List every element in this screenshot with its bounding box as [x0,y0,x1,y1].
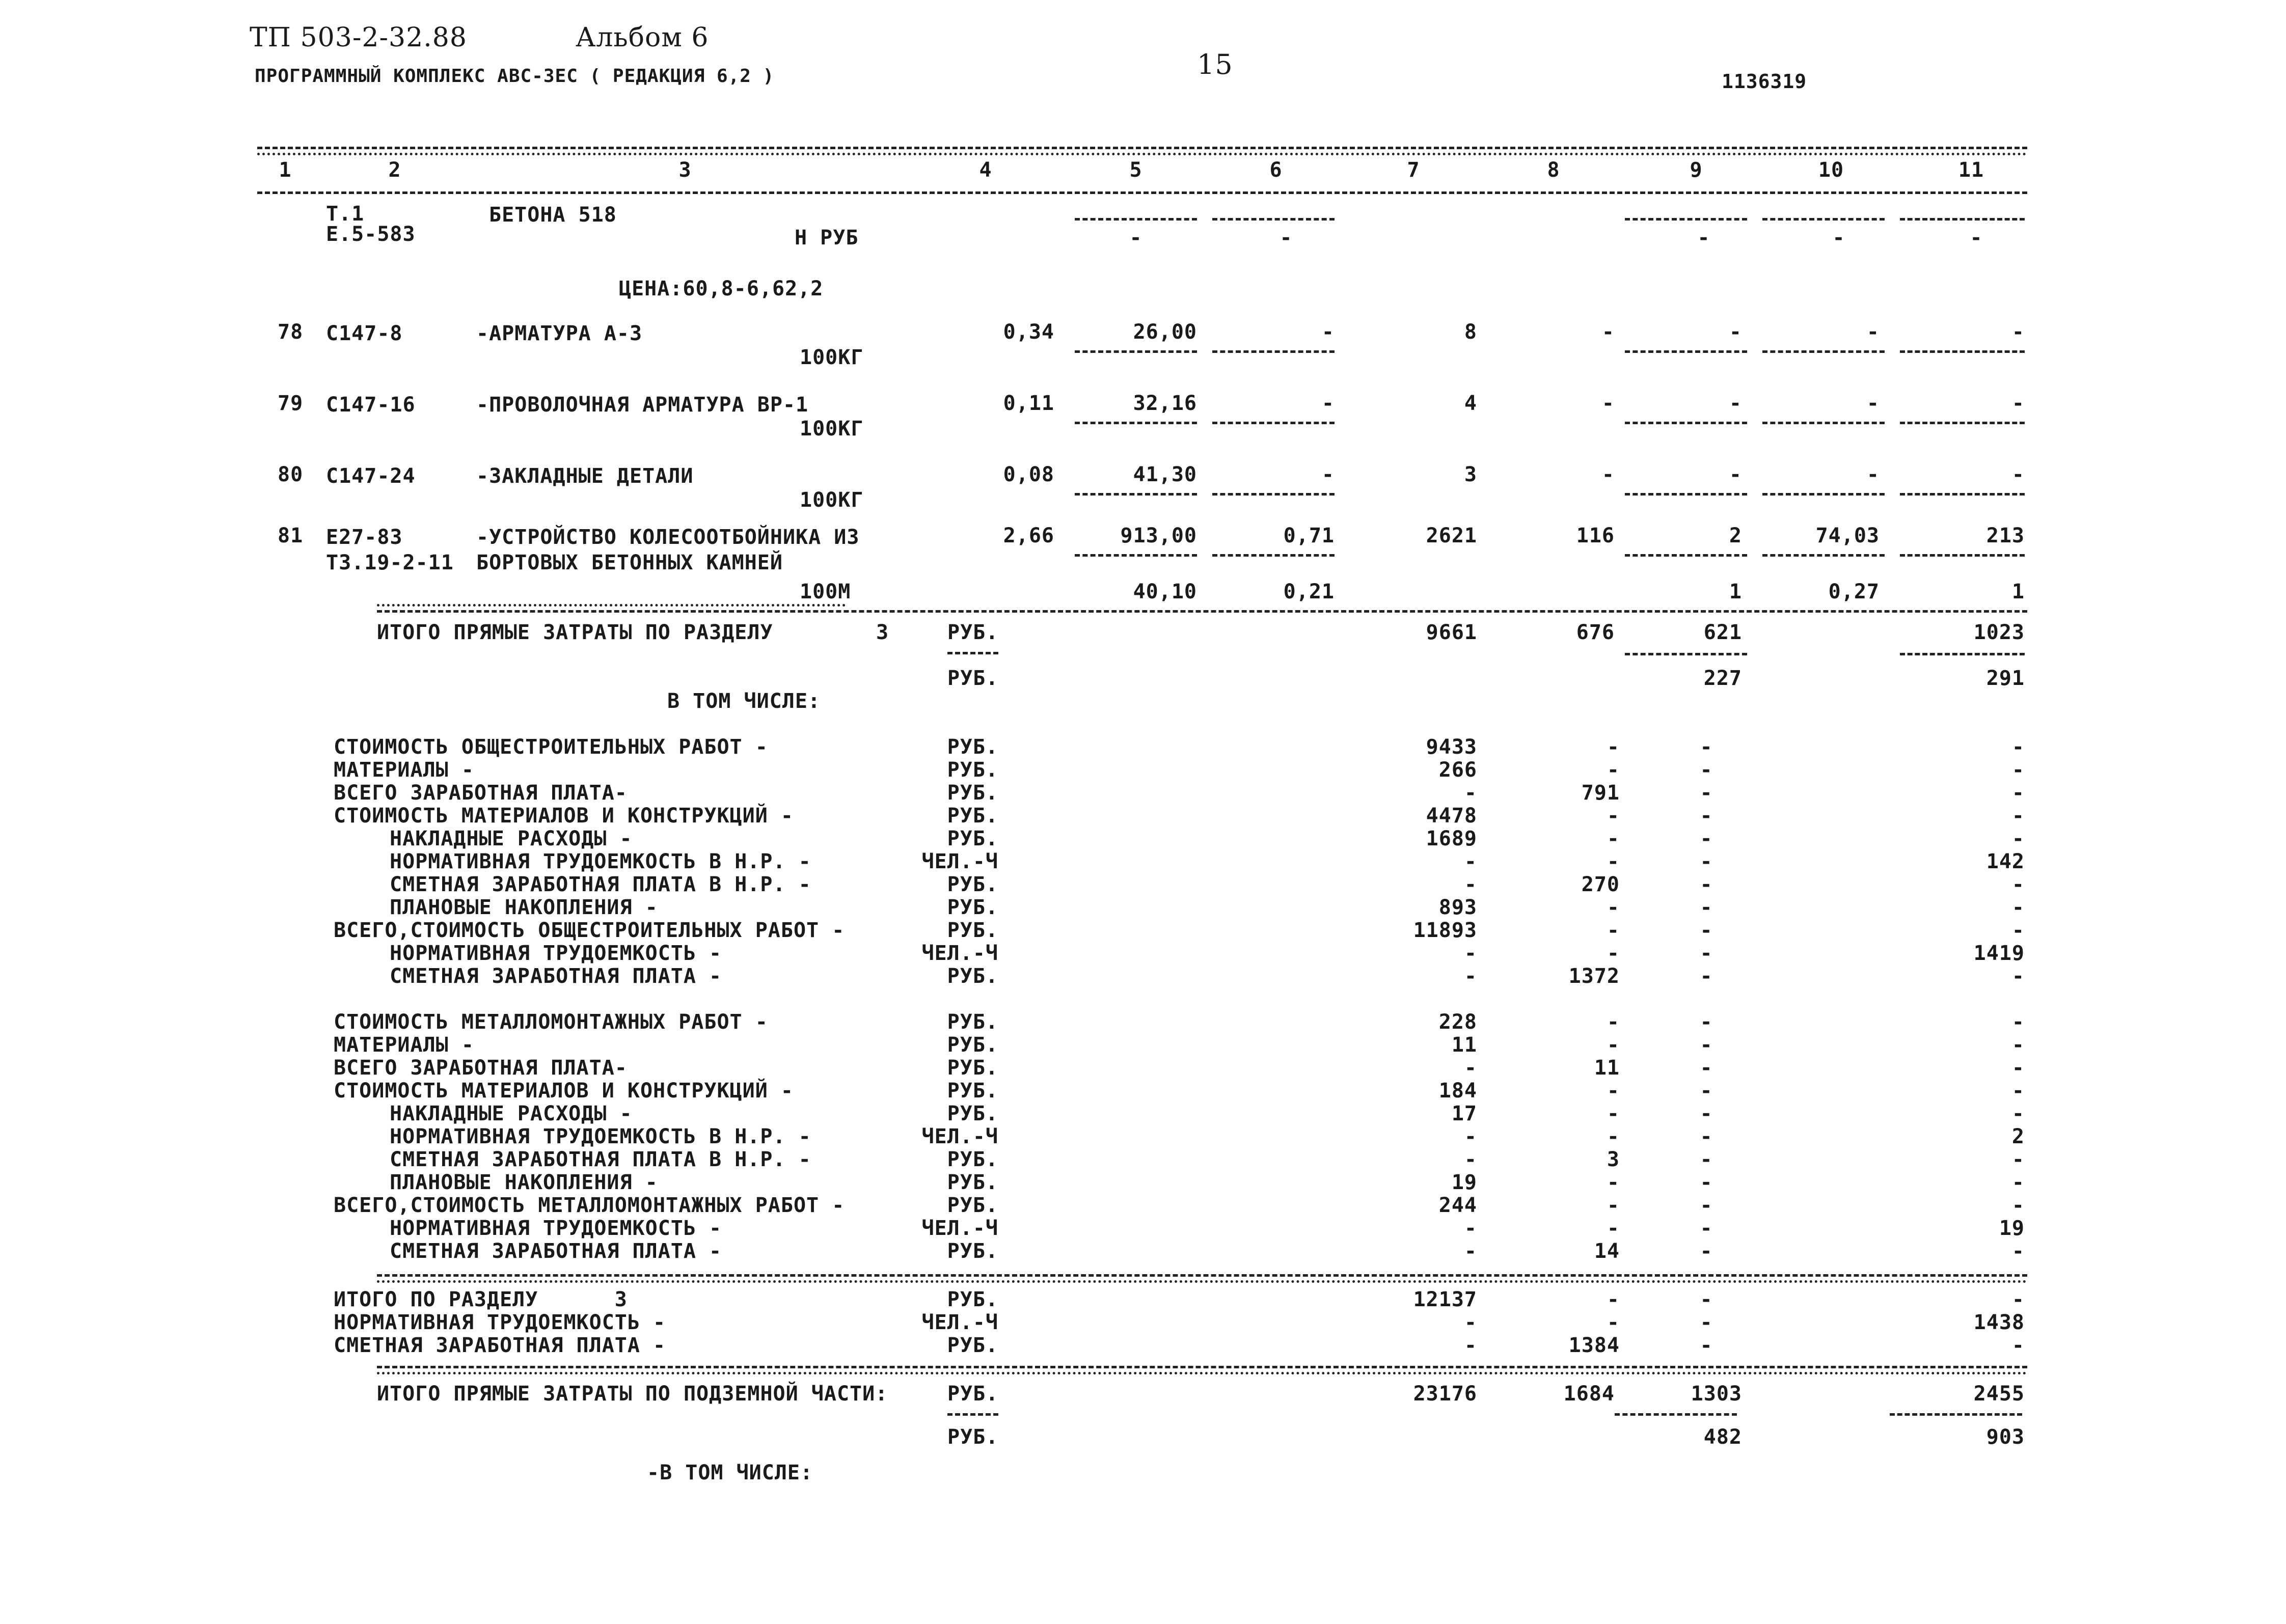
summary-label: СМЕТНАЯ ЗАРАБОТНАЯ ПЛАТА - [390,1240,722,1263]
rule [1212,554,1335,557]
summary-col9: - [1700,1033,1713,1057]
item-unit-cost: 41,30 [1133,463,1197,486]
summary-col11: - [2011,1102,2025,1125]
rule [377,1274,2027,1277]
cell: - [1280,226,1293,250]
summary-label: ВСЕГО,СТОИМОСТЬ ОБЩЕСТРОИТЕЛЬНЫХ РАБОТ - [334,919,845,942]
summary-label: СТОИМОСТЬ МАТЕРИАЛОВ И КОНСТРУКЦИЙ - [334,1079,794,1103]
summary-col11: - [2011,1148,2025,1171]
summary-label: МАТЕРИАЛЫ - [334,758,474,782]
summary-unit: ЧЕЛ.-Ч [921,850,998,873]
top-row-code: Т.1 Е.5-583 [326,202,416,246]
summary-col8: - [1607,827,1620,850]
cell: 23176 [1413,1382,1477,1406]
item-qty: 0,08 [1003,463,1054,486]
item-unit: 100КГ [800,346,864,369]
rule [377,604,846,607]
rule [1075,350,1197,353]
summary-col8: 1372 [1568,965,1620,988]
summary-unit: РУБ. [947,1010,998,1034]
summary-col7: 1689 [1426,827,1477,850]
item-name: -ПРОВОЛОЧНАЯ АРМАТУРА ВР-1 [476,393,809,417]
item-code: Е27-83 ТЗ.19-2-11 [326,526,454,574]
summary-col8: - [1607,1171,1620,1194]
item-col11: - [2011,392,2025,415]
summary-label: ВСЕГО ЗАРАБОТНАЯ ПЛАТА- [334,1056,628,1080]
summary-col8: - [1607,1102,1620,1125]
summary-col7: - [1464,781,1477,805]
item-code: С147-8 [326,322,403,345]
summary-label: НАКЛАДНЫЕ РАСХОДЫ - [390,1102,633,1125]
cell: 621 [1703,621,1742,644]
summary-col8: - [1607,758,1620,782]
summary-col8: 14 [1594,1240,1620,1263]
summary-col7: - [1464,1217,1477,1240]
item-unit-cost-2: 40,10 [1133,580,1197,603]
rule [1900,653,2025,655]
summary-col9: - [1700,1194,1713,1217]
summary-col9: - [1700,827,1713,850]
summary-unit: РУБ. [947,873,998,896]
summary-col9: - [1700,1334,1713,1357]
summary-col8: - [1607,1079,1620,1103]
item-unit: 100М [800,580,851,603]
document-number: 1136319 [1722,70,1807,93]
column-header-7: 7 [1407,158,1420,182]
summary-col7: 893 [1438,896,1477,919]
summary-col9: - [1700,1171,1713,1194]
item-col9: - [1729,392,1742,415]
summary-label: СТОИМОСТЬ МЕТАЛЛОМОНТАЖНЫХ РАБОТ - [334,1010,768,1034]
summary-label: ВСЕГО,СТОИМОСТЬ МЕТАЛЛОМОНТАЖНЫХ РАБОТ - [334,1194,845,1217]
summary-col9: - [1700,942,1713,965]
item-col9: 2 [1729,524,1742,547]
item-col11-2: 1 [2011,580,2025,603]
summary-col11: - [2011,1194,2025,1217]
summary-col8: - [1607,804,1620,828]
summary-col11: - [2011,781,2025,805]
rule [1625,422,1747,424]
summary-col11: 2 [2011,1125,2025,1148]
item-number: 78 [278,320,304,344]
underground-total-label: ИТОГО ПРЯМЫЕ ЗАТРАТЫ ПО ПОДЗЕМНОЙ ЧАСТИ: [377,1382,888,1406]
rule [1075,554,1197,557]
summary-col8: - [1607,1194,1620,1217]
rule [1075,218,1197,221]
summary-col11: - [2011,919,2025,942]
summary-col9: - [1700,919,1713,942]
summary-col9: - [1700,850,1713,873]
summary-unit: РУБ. [947,896,998,919]
summary-label: СМЕТНАЯ ЗАРАБОТНАЯ ПЛАТА - [334,1334,666,1357]
summary-col9: - [1700,781,1713,805]
rule [1762,350,1885,353]
rule [1900,422,2025,424]
summary-col7: - [1464,1125,1477,1148]
summary-col9: - [1700,1148,1713,1171]
item-col10: - [1866,392,1880,415]
rule [1212,218,1335,221]
item-col11: - [2011,463,2025,486]
summary-col11: - [2011,896,2025,919]
total-direct-label: ИТОГО ПРЯМЫЕ ЗАТРАТЫ ПО РАЗДЕЛУ [377,621,773,644]
summary-col9: - [1700,1102,1713,1125]
item-number: 80 [278,463,304,486]
item-col6: 0,71 [1283,524,1335,547]
rule [1890,1413,2022,1416]
summary-col11: - [2011,1334,2025,1357]
column-header-11: 11 [1958,158,1984,182]
table-top-rule [257,147,2027,149]
summary-col11: - [2011,1171,2025,1194]
summary-col9: - [1700,1240,1713,1263]
summary-label: НОРМАТИВНАЯ ТРУДОЕМКОСТЬ В Н.Р. - [390,850,811,873]
item-col7: 2621 [1426,524,1477,547]
summary-col8: - [1607,850,1620,873]
item-name: -ЗАКЛАДНЫЕ ДЕТАЛИ [476,464,694,488]
summary-col7: 4478 [1426,804,1477,828]
cell: - [1697,226,1710,250]
summary-col7: - [1464,1311,1477,1334]
cell: 482 [1703,1425,1742,1449]
summary-col7: - [1464,873,1477,896]
item-col9: - [1729,463,1742,486]
summary-unit: РУБ. [947,827,998,850]
rule [1075,493,1197,496]
summary-col9: - [1700,1217,1713,1240]
summary-label: СТОИМОСТЬ МАТЕРИАЛОВ И КОНСТРУКЦИЙ - [334,804,794,828]
column-header-6: 6 [1269,158,1283,182]
total-direct-unit-2: РУБ. [947,667,999,690]
summary-col9: - [1700,896,1713,919]
summary-col9: - [1700,735,1713,759]
including-label: В ТОМ ЧИСЛЕ: [667,690,821,713]
summary-col7: 19 [1451,1171,1477,1194]
summary-label: ПЛАНОВЫЕ НАКОПЛЕНИЯ - [390,896,658,919]
summary-label: ВСЕГО ЗАРАБОТНАЯ ПЛАТА- [334,781,628,805]
summary-unit: РУБ. [947,1148,998,1171]
underground-total-unit: РУБ. [947,1382,999,1406]
item-col9: - [1729,320,1742,344]
page-number: 15 [1197,48,1233,80]
summary-col11: - [2011,804,2025,828]
column-header-9: 9 [1690,158,1703,182]
summary-col7: 11893 [1413,919,1477,942]
summary-col8: 3 [1607,1148,1620,1171]
item-col8: - [1601,320,1615,344]
summary-label: НОРМАТИВНАЯ ТРУДОЕМКОСТЬ - [390,1217,722,1240]
item-qty: 0,11 [1003,392,1054,415]
item-col10-2: 0,27 [1828,580,1880,603]
summary-col7: 244 [1438,1194,1477,1217]
summary-col8: - [1607,1217,1620,1240]
summary-col7: - [1464,1056,1477,1080]
item-col6: - [1321,392,1335,415]
summary-col8: 791 [1581,781,1620,805]
summary-unit: РУБ. [947,1194,998,1217]
item-unit: 100КГ [800,417,864,441]
rule [377,610,2027,613]
rule [1900,218,2025,221]
summary-col9: - [1700,873,1713,896]
doc-code: ТП 503-2-32.88 [250,22,467,53]
summary-label: МАТЕРИАЛЫ - [334,1033,474,1057]
summary-unit: ЧЕЛ.-Ч [921,942,998,965]
item-col7: 4 [1464,392,1477,415]
summary-unit: РУБ. [947,781,998,805]
item-number: 81 [278,524,304,547]
item-unit-cost: 913,00 [1120,524,1197,547]
price-line: ЦЕНА:60,8-6,62,2 [619,277,824,300]
item-col8: - [1601,392,1615,415]
top-row-text: БЕТОНА 518 [489,203,617,227]
column-header-5: 5 [1129,158,1142,182]
summary-col9: - [1700,1311,1713,1334]
column-header-1: 1 [279,158,292,182]
item-number: 79 [278,392,304,415]
item-col8: 116 [1576,524,1615,547]
summary-col7: - [1464,850,1477,873]
cell: 1684 [1563,1382,1615,1406]
summary-label: СТОИМОСТЬ ОБЩЕСТРОИТЕЛЬНЫХ РАБОТ - [334,735,768,759]
total-direct-section: 3 [876,621,889,644]
summary-col8: - [1607,1288,1620,1311]
summary-unit: РУБ. [947,1102,998,1125]
summary-unit: РУБ. [947,1288,998,1311]
item-qty: 2,66 [1003,524,1054,547]
item-unit-cost: 32,16 [1133,392,1197,415]
summary-col11: - [2011,1056,2025,1080]
summary-col9: - [1700,1125,1713,1148]
summary-col9: - [1700,758,1713,782]
rule [1625,493,1747,496]
summary-col7: 184 [1438,1079,1477,1103]
cell: 291 [1986,667,2025,690]
summary-col8: 1384 [1568,1334,1620,1357]
summary-col7: - [1464,1148,1477,1171]
summary-col11: 1419 [1973,942,2025,965]
summary-unit: ЧЕЛ.-Ч [921,1311,998,1334]
rule [1762,218,1885,221]
summary-unit: РУБ. [947,804,998,828]
summary-label: ПЛАНОВЫЕ НАКОПЛЕНИЯ - [390,1171,658,1194]
summary-unit: РУБ. [947,1033,998,1057]
summary-col9: - [1700,1288,1713,1311]
summary-col8: - [1607,1033,1620,1057]
cell: 903 [1986,1425,2025,1449]
rule [1762,493,1885,496]
summary-col7: - [1464,942,1477,965]
summary-col11: - [2011,1240,2025,1263]
rule [1625,653,1747,655]
rule [1762,554,1885,557]
item-code: С147-16 [326,393,416,417]
summary-label: НОРМАТИВНАЯ ТРУДОЕМКОСТЬ - [334,1311,666,1334]
summary-unit: РУБ. [947,1171,998,1194]
summary-col8: - [1607,1125,1620,1148]
summary-unit: РУБ. [947,965,998,988]
summary-label: СМЕТНАЯ ЗАРАБОТНАЯ ПЛАТА - [390,965,722,988]
rule [1212,422,1335,424]
summary-label: НОРМАТИВНАЯ ТРУДОЕМКОСТЬ В Н.Р. - [390,1125,811,1148]
rule [1900,350,2025,353]
summary-label: НАКЛАДНЫЕ РАСХОДЫ - [390,827,633,850]
item-col11: - [2011,320,2025,344]
summary-unit: РУБ. [947,1334,998,1357]
cell: 9661 [1426,621,1477,644]
cell: - [1970,226,1983,250]
summary-label: СМЕТНАЯ ЗАРАБОТНАЯ ПЛАТА В Н.Р. - [390,1148,811,1171]
summary-col8: - [1607,919,1620,942]
rule [1900,554,2025,557]
summary-col8: - [1607,1010,1620,1034]
summary-col11: - [2011,965,2025,988]
summary-col11: - [2011,1033,2025,1057]
summary-col11: 1438 [1973,1311,2025,1334]
summary-unit: ЧЕЛ.-Ч [921,1125,998,1148]
item-col11: 213 [1986,524,2025,547]
rule [947,652,998,654]
summary-col11: - [2011,827,2025,850]
summary-unit: ЧЕЛ.-Ч [921,1217,998,1240]
column-header-rule [257,191,2027,194]
summary-col11: 142 [1986,850,2025,873]
summary-col8: - [1607,735,1620,759]
summary-col11: - [2011,1288,2025,1311]
summary-col8: - [1607,942,1620,965]
summary-col7: - [1464,1334,1477,1357]
summary-col7: 266 [1438,758,1477,782]
column-header-2: 2 [388,158,401,182]
item-col6: - [1321,463,1335,486]
rule [1900,493,2025,496]
summary-col8: 270 [1581,873,1620,896]
summary-col7: - [1464,965,1477,988]
item-col6-2: 0,21 [1283,580,1335,603]
underground-total-unit-2: РУБ. [947,1425,999,1449]
item-col10: - [1866,463,1880,486]
total-direct-unit: РУБ. [947,621,999,644]
item-col10: - [1866,320,1880,344]
item-col9-2: 1 [1729,580,1742,603]
column-header-8: 8 [1547,158,1560,182]
rule [1625,218,1747,221]
summary-unit: РУБ. [947,758,998,782]
item-col7: 3 [1464,463,1477,486]
summary-col11: - [2011,1079,2025,1103]
cell: 676 [1576,621,1615,644]
item-name: -УСТРОЙСТВО КОЛЕСООТБОЙНИКА ИЗ БОРТОВЫХ БЕТОННЫХ КАМНЕЙ [476,526,860,574]
item-code: С147-24 [326,464,416,488]
rule [1212,493,1335,496]
summary-label: СМЕТНАЯ ЗАРАБОТНАЯ ПЛАТА В Н.Р. - [390,873,811,896]
cell: - [1832,226,1845,250]
rule [377,1372,2027,1374]
rule [1075,422,1197,424]
item-unit: 100КГ [800,488,864,512]
summary-unit: РУБ. [947,1240,998,1263]
cell: 1303 [1691,1382,1742,1406]
summary-unit: РУБ. [947,1056,998,1080]
item-name: -АРМАТУРА А-3 [476,322,643,345]
table-top-rule-2 [257,153,2027,155]
rule [1625,350,1747,353]
summary-col7: - [1464,1240,1477,1263]
summary-col11: - [2011,1010,2025,1034]
summary-col9: - [1700,804,1713,828]
summary-col7: 9433 [1426,735,1477,759]
top-row-unit: Н РУБ [795,226,859,250]
item-col7: 8 [1464,320,1477,344]
item-col6: - [1321,320,1335,344]
summary-col11: - [2011,873,2025,896]
summary-col8: - [1607,1311,1620,1334]
summary-col9: - [1700,1079,1713,1103]
rule [1615,1413,1737,1416]
cell: 227 [1703,667,1742,690]
summary-col9: - [1700,1010,1713,1034]
rule [1625,554,1747,557]
summary-col7: 11 [1451,1033,1477,1057]
summary-col7: 17 [1451,1102,1477,1125]
summary-unit: РУБ. [947,919,998,942]
cell: 1023 [1973,621,2025,644]
cell: - [1129,226,1142,250]
summary-unit: РУБ. [947,1079,998,1103]
column-header-4: 4 [979,158,992,182]
rule [377,1366,2027,1368]
cell: 2455 [1973,1382,2025,1406]
item-col8: - [1601,463,1615,486]
summary-col7: 228 [1438,1010,1477,1034]
item-col10: 74,03 [1815,524,1880,547]
summary-label: ИТОГО ПО РАЗДЕЛУ 3 [334,1288,628,1311]
summary-col8: 11 [1594,1056,1620,1080]
column-header-3: 3 [678,158,692,182]
album-label: Альбом 6 [576,22,709,53]
footer-including: -В ТОМ ЧИСЛЕ: [647,1461,813,1484]
rule [947,1413,998,1416]
summary-col11: - [2011,758,2025,782]
summary-label: НОРМАТИВНАЯ ТРУДОЕМКОСТЬ - [390,942,722,965]
item-qty: 0,34 [1003,320,1054,344]
software-label: ПРОГРАММНЫЙ КОМПЛЕКС АВС-ЗЕС ( РЕДАКЦИЯ 6,2 ) [255,66,775,87]
column-header-10: 10 [1818,158,1844,182]
rule [1762,422,1885,424]
summary-col9: - [1700,1056,1713,1080]
item-unit-cost: 26,00 [1133,320,1197,344]
summary-col8: - [1607,896,1620,919]
summary-unit: РУБ. [947,735,998,759]
summary-col7: 12137 [1413,1288,1477,1311]
summary-col11: 19 [1999,1217,2025,1240]
summary-col9: - [1700,965,1713,988]
rule [1212,350,1335,353]
summary-col11: - [2011,735,2025,759]
rule [377,1280,2027,1283]
